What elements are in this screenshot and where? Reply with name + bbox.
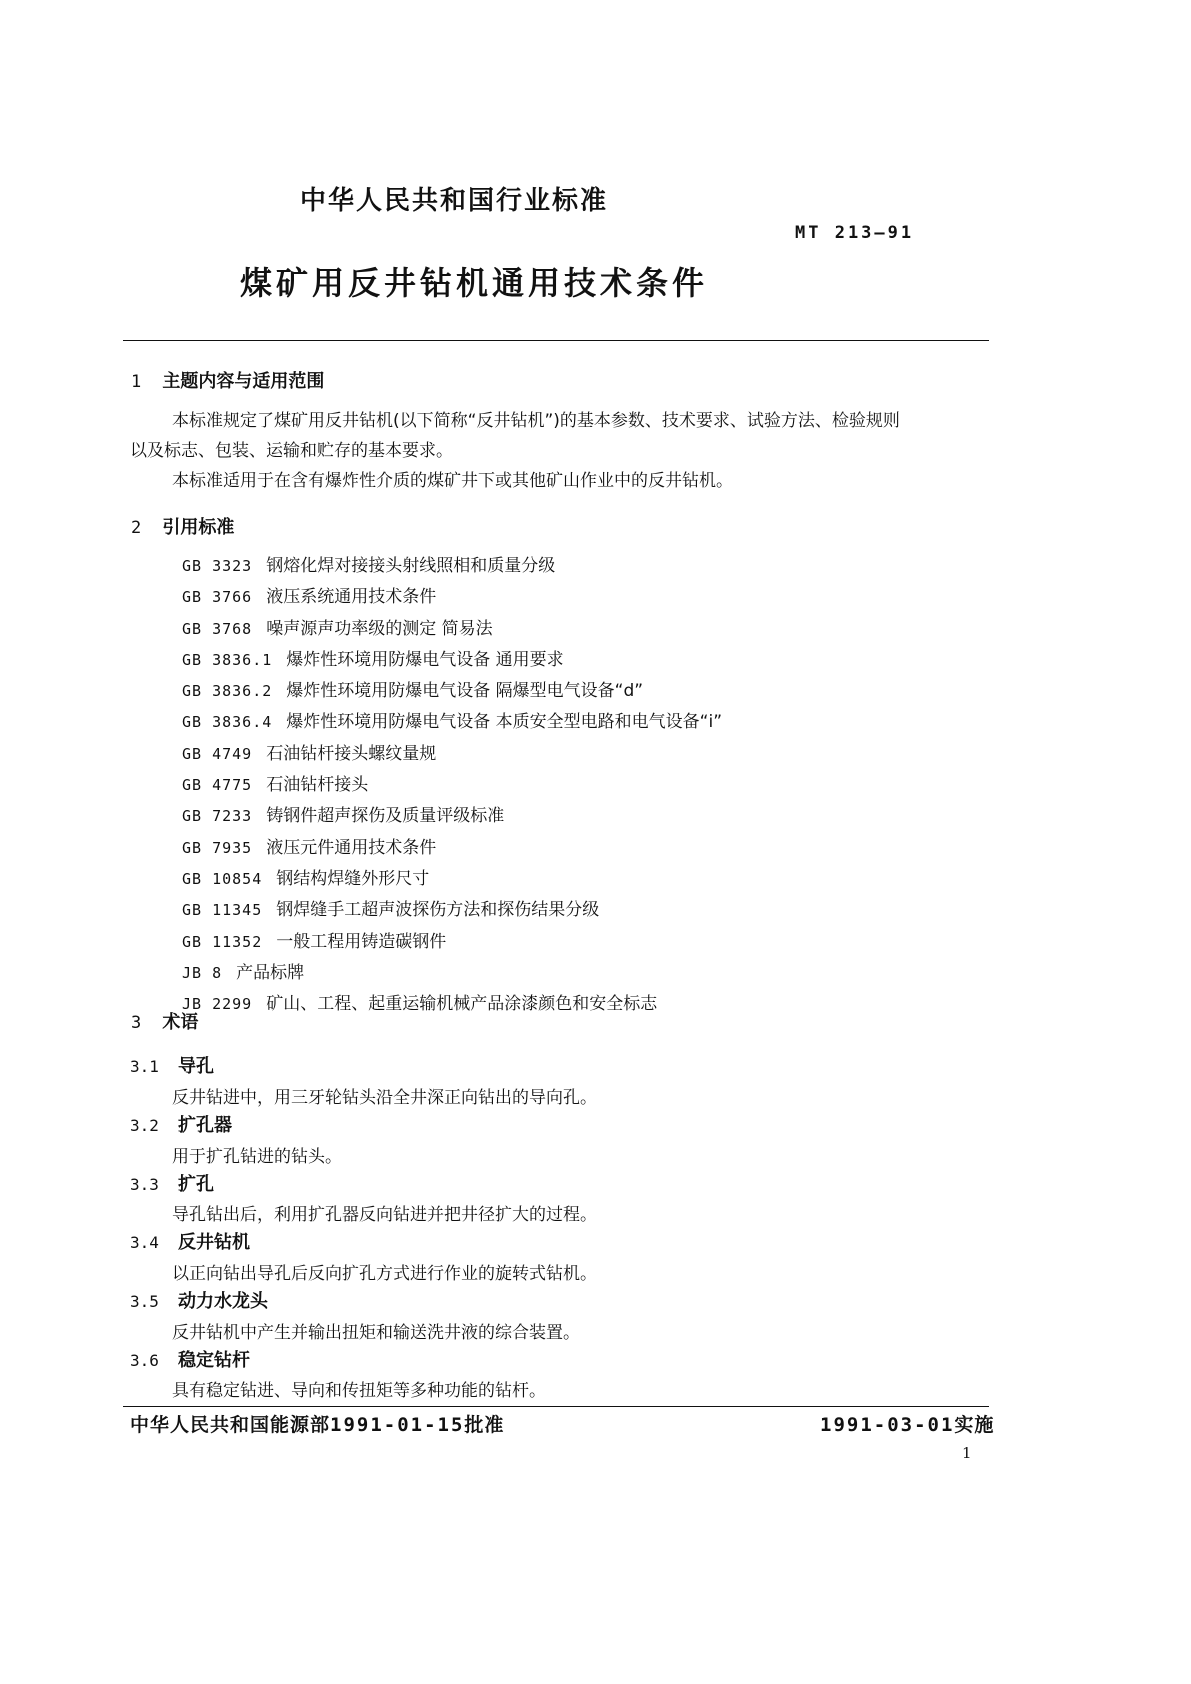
reference-item: [182, 927, 722, 958]
reference-title: 钢结构焊缝外形尺寸: [276, 868, 430, 889]
term-number: 3.1: [130, 1057, 159, 1076]
reference-title: 一般工程用铸造碳钢件: [276, 931, 447, 952]
term-heading: [130, 1111, 232, 1137]
reference-item: [182, 801, 722, 832]
reference-title: 矿山、工程、起重运输机械产品涂漆颜色和安全标志: [266, 994, 658, 1015]
term-name: 稳定钻杆: [178, 1350, 250, 1371]
approval-label: 批准: [464, 1414, 505, 1436]
term-definition: 反井钻机中产生并输出扭矩和输送洗井液的综合装置。: [172, 1323, 580, 1343]
paragraph: 本标准规定了煤矿用反井钻机(以下简称“反井钻机”)的基本参数、技术要求、试验方法、检验规则: [172, 411, 900, 431]
reference-code: GB 7233: [182, 807, 253, 826]
reference-item: [182, 833, 722, 864]
reference-code: GB 3323: [182, 557, 253, 575]
reference-code: GB 3766: [182, 588, 253, 607]
reference-item: [182, 895, 722, 926]
reference-code: JB 2299: [182, 995, 253, 1014]
reference-item: [182, 645, 722, 676]
term-name: 导孔: [178, 1056, 214, 1077]
reference-code: JB 8: [182, 963, 223, 982]
term-definition: 用于扩孔钻进的钻头。: [172, 1147, 342, 1167]
reference-title: 爆炸性环境用防爆电气设备 隔爆型电气设备“d”: [286, 681, 644, 702]
term-heading: [130, 1346, 250, 1372]
reference-list: [182, 551, 722, 1020]
section-number: 1: [131, 372, 142, 392]
term-name: 扩孔器: [178, 1115, 232, 1136]
reference-item: [182, 864, 722, 895]
paragraph: 本标准适用于在含有爆炸性介质的煤矿井下或其他矿山作业中的反井钻机。: [172, 471, 733, 491]
term-definition: 反井钻进中，用三牙轮钻头沿全井深正向钻出的导向孔。: [172, 1088, 597, 1108]
reference-code: GB 11345: [182, 901, 263, 920]
approval-date: 1991-01-15: [330, 1414, 465, 1436]
reference-item: [182, 989, 722, 1020]
term-definition: 导孔钻出后，利用扩孔器反向钻进并把井径扩大的过程。: [172, 1205, 597, 1225]
reference-item: [182, 958, 722, 989]
header-divider: [123, 340, 989, 341]
section-2-heading: [131, 513, 234, 539]
reference-item: [182, 582, 722, 613]
reference-title: 产品标牌: [236, 962, 305, 983]
reference-code: GB 10854: [182, 869, 263, 888]
org-title: 中华人民共和国行业标准: [300, 186, 609, 216]
term-heading: [130, 1170, 214, 1196]
reference-title: 钢熔化焊对接接头射线照相和质量分级: [266, 556, 556, 576]
reference-title: 噪声源声功率级的测定 简易法: [266, 618, 493, 639]
reference-item: [182, 551, 722, 582]
standard-code: MT 213—91: [795, 223, 915, 243]
reference-title: 爆炸性环境用防爆电气设备 本质安全型电路和电气设备“i”: [286, 712, 723, 733]
reference-item: [182, 770, 722, 801]
section-3-heading: [131, 1008, 198, 1034]
approval-authority: 中华人民共和国能源部: [130, 1414, 331, 1436]
section-number: 3: [131, 1013, 142, 1033]
term-heading: [130, 1228, 250, 1254]
term-name: 反井钻机: [178, 1232, 250, 1253]
term-definition: 具有稳定钻进、导向和传扭矩等多种功能的钻杆。: [172, 1381, 546, 1401]
reference-title: 石油钻杆接头螺纹量规: [266, 743, 437, 764]
term-number: 3.5: [130, 1292, 159, 1311]
reference-item: [182, 707, 722, 738]
reference-item: [182, 614, 722, 645]
term-number: 3.4: [130, 1233, 159, 1252]
term-number: 3.6: [130, 1351, 159, 1370]
footer-divider: [123, 1406, 989, 1407]
section-title: 术语: [162, 1012, 199, 1033]
reference-code: GB 4749: [182, 744, 253, 763]
document-title: 煤矿用反井钻机通用技术条件: [240, 264, 709, 302]
effective-line: [820, 1410, 994, 1437]
paragraph: 以及标志、包装、运输和贮存的基本要求。: [130, 441, 453, 461]
reference-code: GB 3836.4: [182, 713, 273, 732]
reference-title: 铸钢件超声探伤及质量评级标准: [266, 806, 505, 827]
term-definition: 以正向钻出导孔后反向扩孔方式进行作业的旋转式钻机。: [172, 1264, 597, 1284]
reference-title: 液压元件通用技术条件: [266, 837, 437, 858]
reference-title: 钢焊缝手工超声波探伤方法和探伤结果分级: [276, 900, 600, 921]
reference-item: [182, 676, 722, 707]
reference-code: GB 4775: [182, 776, 253, 795]
reference-code: GB 3836.1: [182, 650, 273, 669]
reference-title: 爆炸性环境用防爆电气设备 通用要求: [286, 649, 564, 670]
section-1-heading: [131, 367, 324, 393]
term-name: 扩孔: [178, 1174, 214, 1195]
effective-date: 1991-03-01: [820, 1414, 955, 1436]
approval-line: [130, 1410, 504, 1437]
reference-code: GB 11352: [182, 932, 263, 951]
section-title: 引用标准: [162, 517, 235, 538]
term-number: 3.2: [130, 1116, 159, 1135]
term-name: 动力水龙头: [178, 1291, 268, 1312]
term-number: 3.3: [130, 1175, 159, 1194]
reference-item: [182, 739, 722, 770]
term-heading: [130, 1287, 268, 1313]
reference-title: 液压系统通用技术条件: [266, 587, 437, 608]
section-number: 2: [131, 518, 142, 538]
term-heading: [130, 1052, 214, 1078]
reference-title: 石油钻杆接头: [266, 775, 369, 796]
section-title: 主题内容与适用范围: [162, 371, 325, 392]
page-number: 1: [962, 1444, 972, 1462]
reference-code: GB 3836.2: [182, 682, 273, 701]
reference-code: GB 7935: [182, 838, 253, 857]
effective-label: 实施: [954, 1414, 995, 1436]
reference-code: GB 3768: [182, 619, 253, 638]
